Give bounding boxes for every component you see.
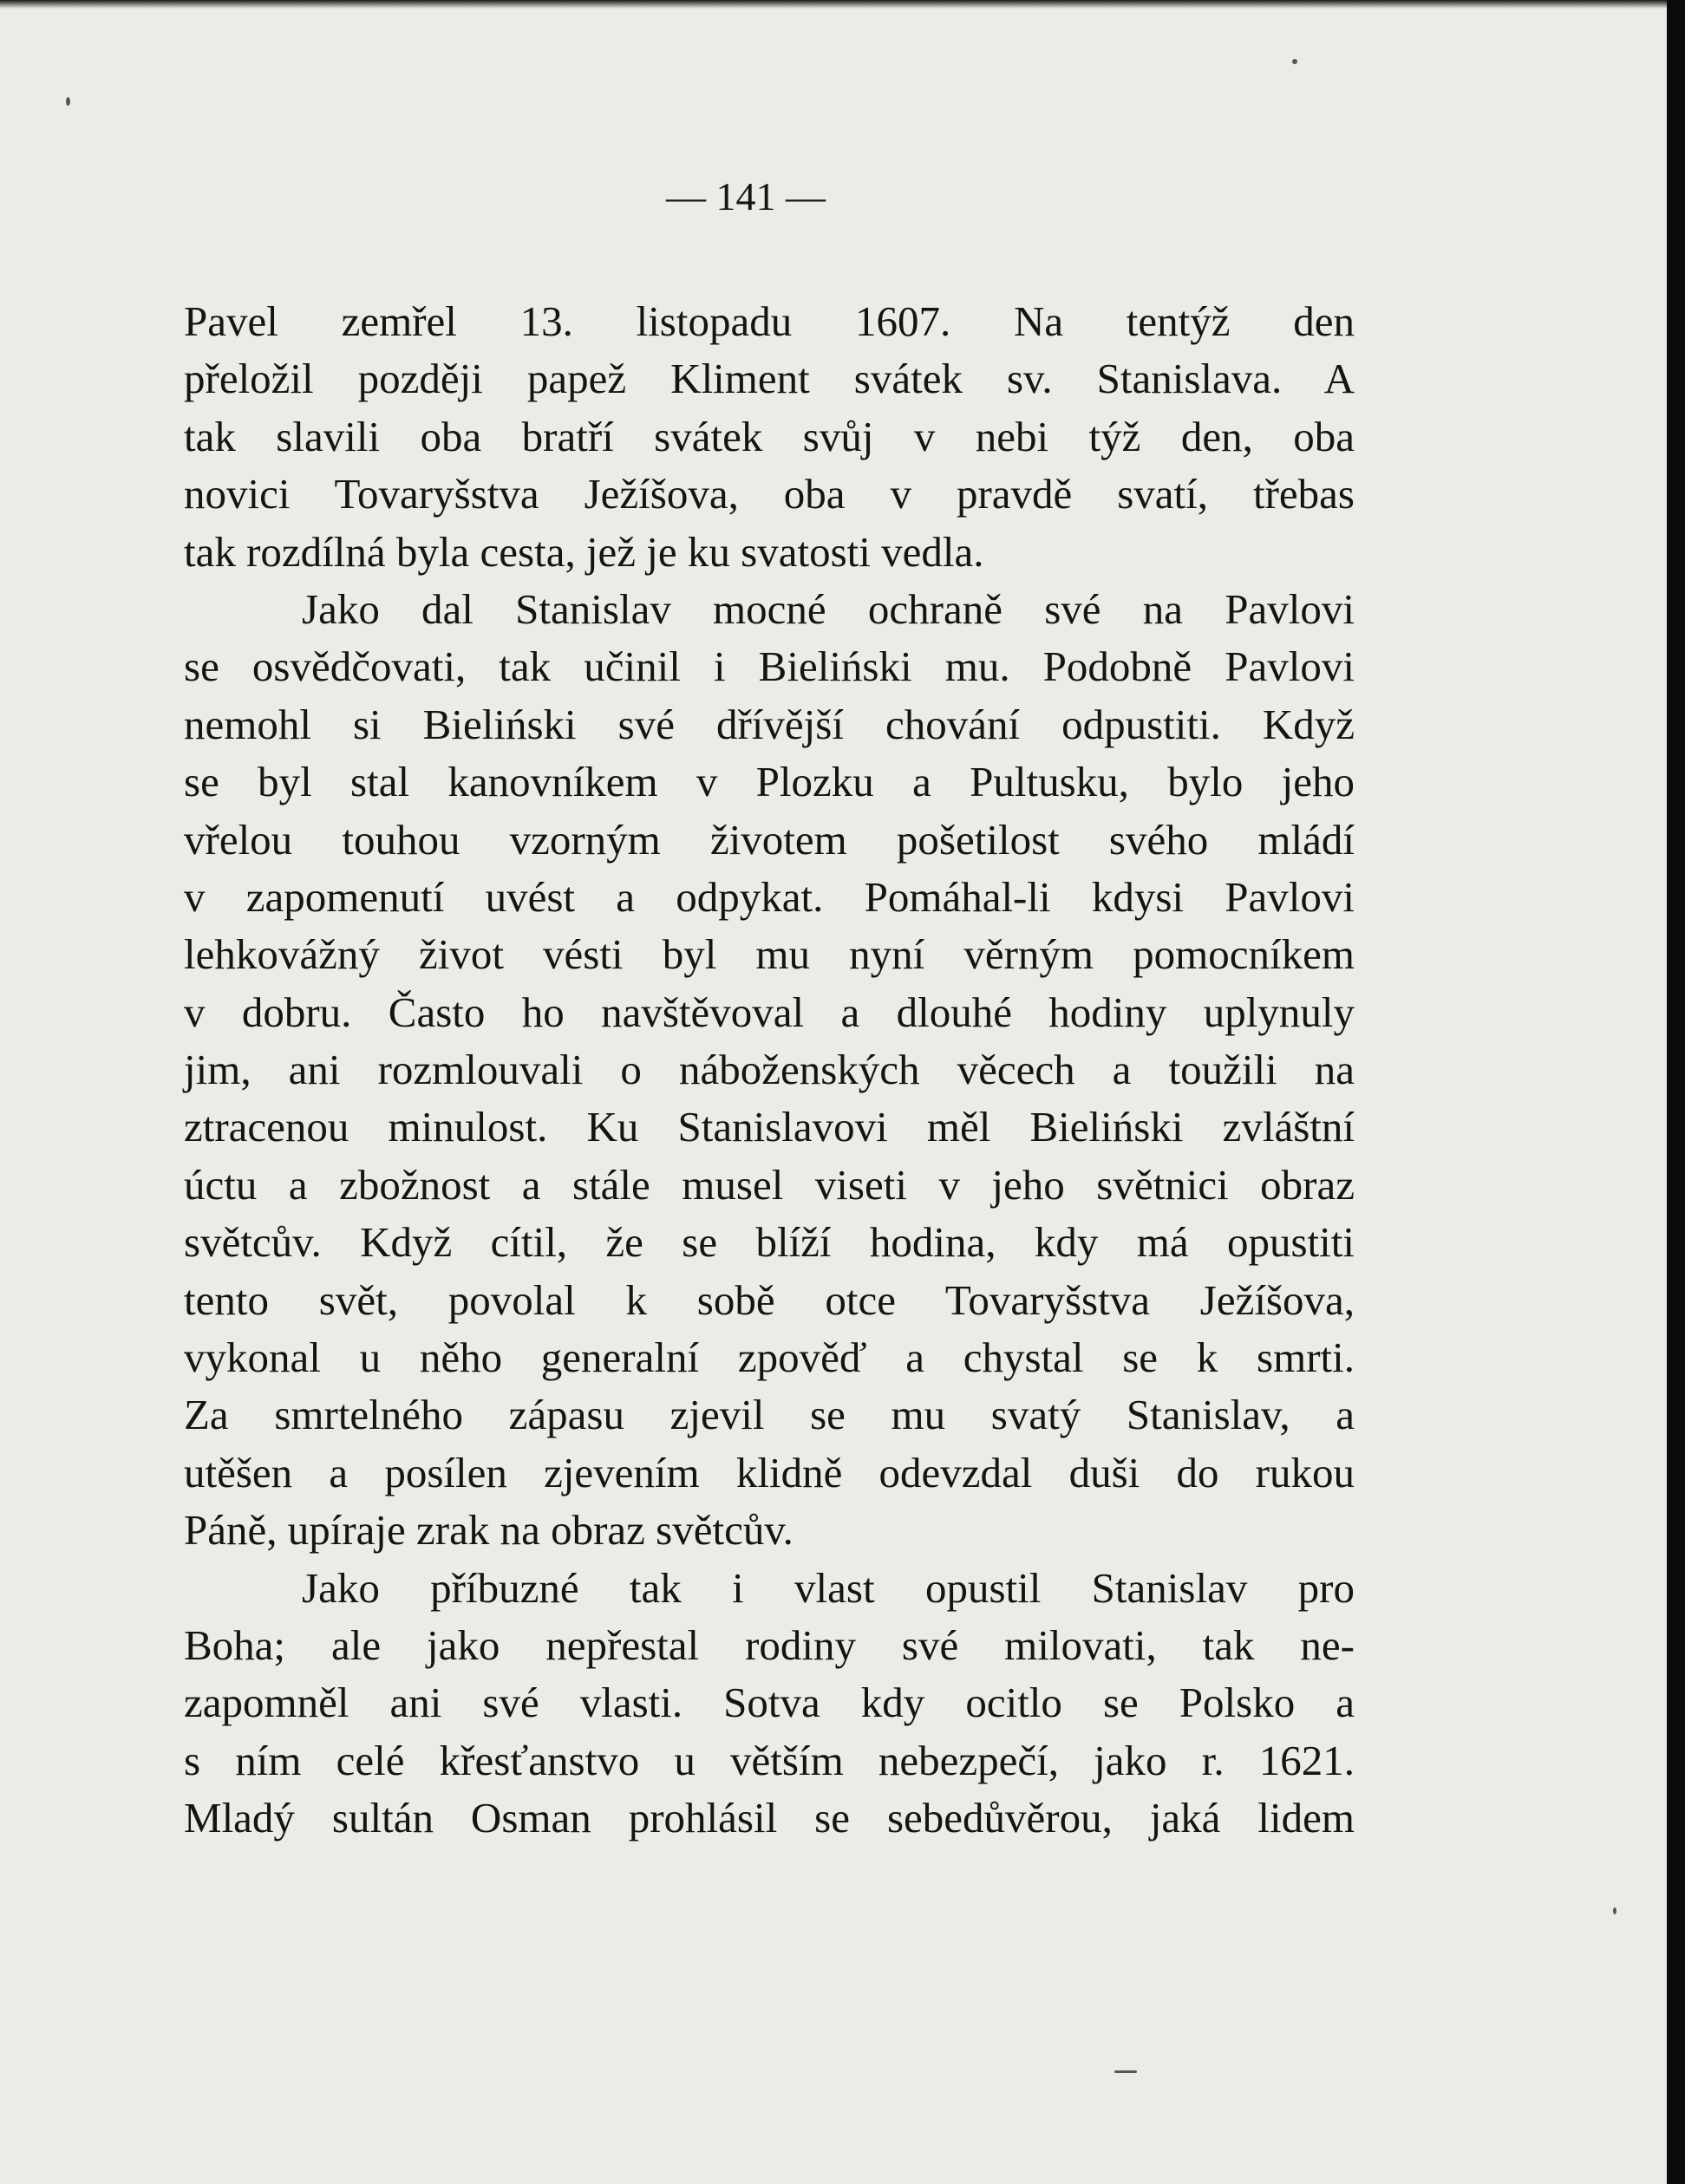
page-number: — 141 —	[666, 174, 826, 218]
text-line: zapomněl ani své vlasti. Sotva kdy ocitlo se Polsko a	[184, 1679, 1355, 1727]
text-line: vřelou touhou vzorným životem pošetilost svého mládí	[184, 815, 1355, 864]
text-line: novici Tovaryšstva Ježíšova, oba v pravdě svatí, třebas	[184, 470, 1355, 518]
text-line: Za smrtelného zápasu zjevil se mu svatý Stanislav, a	[184, 1391, 1355, 1439]
scan-right-edge	[1667, 0, 1685, 2184]
text-line: přeložil později papež Kliment svátek sv. Stanislava. A	[184, 355, 1355, 403]
scan-speck	[66, 97, 70, 106]
text-line: se osvědčovati, tak učinil i Bieliński mu. Podobně Pavlovi	[184, 642, 1355, 691]
text-line: utěšen a posílen zjevením klidně odevzdal duši do rukou	[184, 1448, 1355, 1496]
scan-speck	[1292, 59, 1297, 64]
text-line: v dobru. Často ho navštěvoval a dlouhé hodiny uplynuly	[184, 988, 1355, 1036]
text-line: nemohl si Bieliński své dřívější chování odpustiti. Když	[184, 700, 1355, 748]
scan-top-edge	[0, 0, 1685, 9]
text-line: v zapomenutí uvést a odpykat. Pomáhal-li kdysi Pavlovi	[184, 872, 1355, 921]
text-line: tento svět, povolal k sobě otce Tovaryšstva Ježíšova,	[184, 1275, 1355, 1324]
body-text	[184, 293, 1355, 1848]
text-line: s ním celé křesťanstvo u větším nebezpečí, jako r. 1621.	[184, 1736, 1355, 1784]
text-line: vykonal u něho generalní zpověď a chystal se k smrti.	[184, 1333, 1355, 1382]
text-line: ztracenou minulost. Ku Stanislavovi měl Bieliński zvláštní	[184, 1103, 1355, 1151]
text-line: jim, ani rozmlouvali o náboženských věcech a toužili na	[184, 1046, 1355, 1094]
text-line: úctu a zbožnost a stále musel viseti v jeho světnici obraz	[184, 1160, 1355, 1209]
text-line: se byl stal kanovníkem v Plozku a Pultusku, bylo jeho	[184, 758, 1355, 806]
scan-speck	[1114, 2070, 1137, 2073]
text-line: lehkovážný život vésti byl mu nyní věrným pomocníkem	[184, 930, 1355, 979]
text-line: Boha; ale jako nepřestal rodiny své milovati, tak ne-	[184, 1620, 1355, 1669]
paragraph-start-line: Jako dal Stanislav mocné ochraně své na Pavlovi	[302, 584, 1355, 633]
text-line: Páně, upíraje zrak na obraz světcův.	[184, 1506, 794, 1555]
text-line: Mladý sultán Osman prohlásil se sebedůvěrou, jaká lidem	[184, 1794, 1355, 1842]
scan-speck	[1613, 1907, 1616, 1914]
paragraph-start-line: Jako příbuzné tak i vlast opustil Stanislav pro	[302, 1563, 1355, 1612]
text-line: světcův. Když cítil, že se blíží hodina, kdy má opustiti	[184, 1218, 1355, 1267]
text-line: tak rozdílná byla cesta, jež je ku svatosti vedla.	[184, 527, 984, 576]
text-line: tak slavili oba bratří svátek svůj v nebi týž den, oba	[184, 412, 1355, 460]
text-line: Pavel zemřel 13. listopadu 1607. Na tentýž den	[184, 297, 1355, 345]
